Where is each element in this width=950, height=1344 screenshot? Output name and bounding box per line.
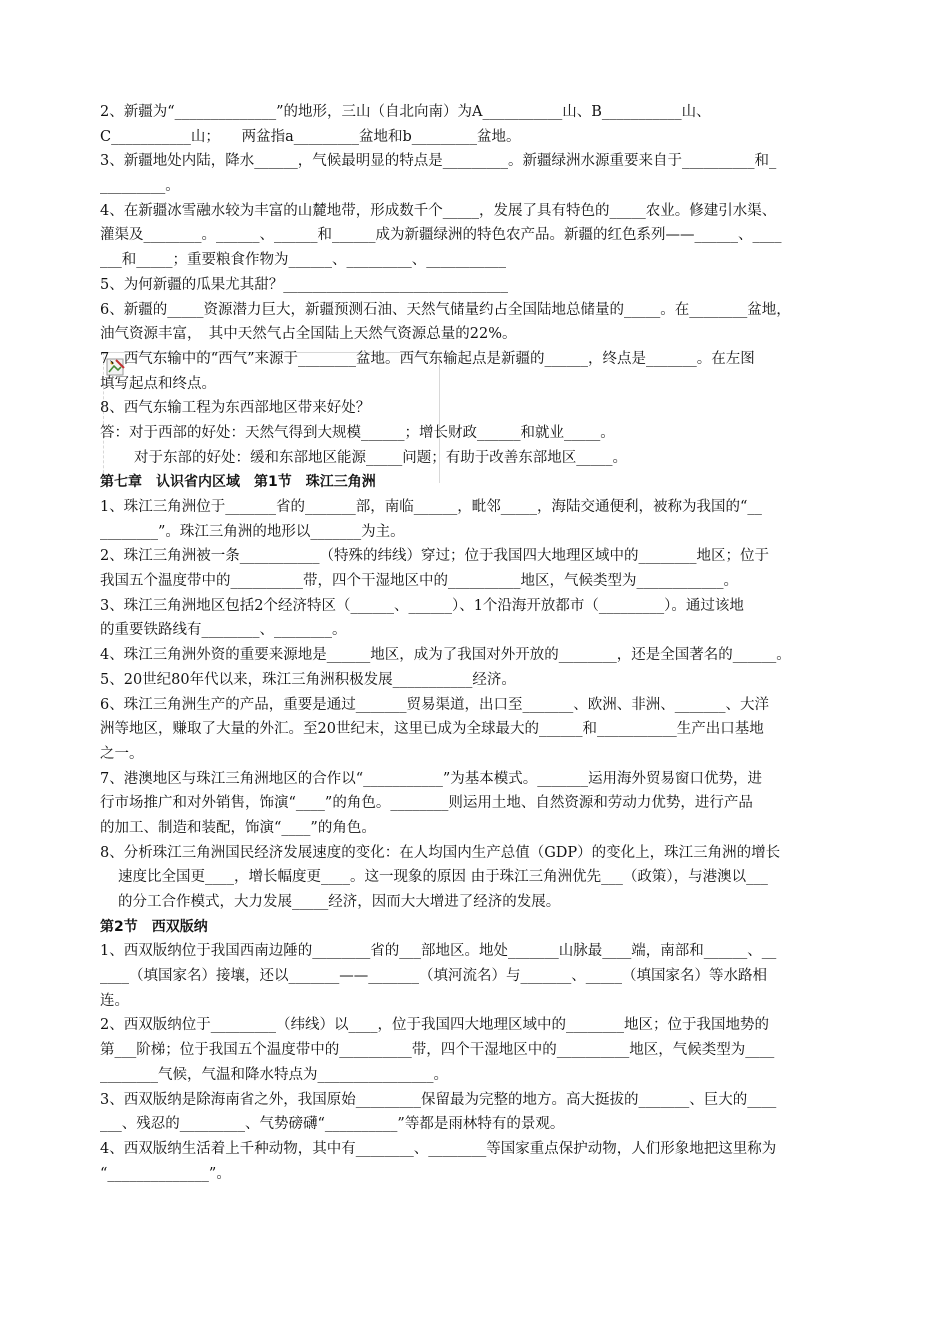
question-line: 7、港澳地区与珠江三角洲地区的合作以“___________”为基本模式。_______运用海外贸易窗口优势，进: [100, 770, 763, 787]
question-line: 行市场推广和对外销售，饰演“____”的角色。________则运用土地、自然资源和劳动力优势，进行产品: [100, 795, 753, 812]
answer-line: 答：对于西部的好处：天然气得到大规模______；增长财政______和就业_____。: [100, 424, 615, 441]
question-line: 3、西双版纳是除海南省之外，我国原始_________保留最为完整的地方。高大挺拔的_______、巨大的____: [100, 1091, 777, 1108]
question-line: 1、西双版纳位于我国西南边陲的________省的___部地区。地处_______山脉最____端，南部和______、__: [100, 943, 777, 960]
question-line: 3、新疆地处内陆，降水______，气候最明显的特点是_________。新疆绿洲水源重要来自于__________和_: [100, 153, 777, 170]
question-line: ___和_____；重要粮食作物为______、_________、___________: [100, 252, 506, 269]
question-line: “______________”。: [100, 1165, 231, 1182]
question-line: _________。: [100, 178, 180, 195]
question-line: ________”。珠江三角洲的地形以_______为主。: [100, 523, 405, 540]
question-line: 灌渠及________。______、______和______成为新疆绿洲的特色农产品。新疆的红色系列——______、____: [100, 227, 782, 244]
question-line: 2、新疆为“______________”的地形，三山（自北向南）为A___________山、B___________山、: [100, 104, 711, 120]
question-line: 5、20世纪80年代以来，珠江三角洲积极发展___________经济。: [100, 671, 516, 688]
question-line: 5、为何新疆的瓜果尤其甜？_______________________________: [100, 276, 508, 293]
question-line: 4、在新疆冰雪融水较为丰富的山麓地带，形成数千个_____，发展了具有特色的_____农业。修建引水渠、: [100, 202, 777, 219]
question-line: 4、西双版纳生活着上千种动物，其中有________、________等国家重点保护动物，人们形象地把这里称为: [100, 1140, 777, 1157]
question-line: 3、珠江三角洲地区包括2个经济特区（______、______）、1个沿海开放都市（_________）。通过该地: [100, 597, 744, 614]
question-line: ________气候，气温和降水特点为________________。: [100, 1066, 448, 1083]
question-line: 6、新疆的_____资源潜力巨大，新疆预测石油、天然气储量约占全国陆地总储量的_____。在________盆地，: [100, 301, 791, 318]
question-line: 填写起点和终点。: [100, 375, 216, 392]
question-line: 第___阶梯；位于我国五个温度带中的__________带，四个干湿地区中的__________地区，气候类型为____: [100, 1042, 775, 1059]
question-line: 我国五个温度带中的__________带，四个干湿地区中的__________地区，气候类型为____________。: [100, 573, 738, 590]
question-line: C___________山； 两盆指a_________盆地和b_________盆地。: [100, 128, 521, 145]
question-line: 的重要铁路线有________、________。: [100, 622, 347, 639]
question-line: 6、珠江三角洲生产的产品，重要是通过_______贸易渠道，出口至_______、欧洲、非洲、_______、大洋: [100, 696, 769, 713]
question-line: 4、珠江三角洲外资的重要来源地是______地区，成为了我国对外开放的________，还是全国著名的______。: [100, 647, 791, 664]
question-line: 8、西气东输工程为东西部地区带来好处？: [100, 400, 371, 417]
question-line: 的分工合作模式，大力发展_____经济，因而大大增进了经济的发展。: [118, 894, 561, 910]
section-heading: 第2节 西双版纳: [100, 918, 208, 935]
question-line: 2、珠江三角洲被一条___________（特殊的纬线）穿过；位于我国四大地理区域中的________地区；位于: [100, 548, 769, 565]
question-line: 2、西双版纳位于_________（纬线）以____，位于我国四大地理区域中的________地区；位于我国地势的: [100, 1017, 769, 1034]
worksheet-page: [100, 100, 890, 1186]
question-line: 7、西气东输中的“西气”来源于________盆地。西气东输起点是新疆的______，终点是_______。在左图: [100, 350, 755, 367]
question-line: 8、分析珠江三角洲国民经济发展速度的变化：在人均国内生产总值（GDP）的变化上，珠江三角洲的增长: [100, 844, 781, 861]
question-line: 之一。: [100, 745, 144, 762]
question-line: 的加工、制造和装配，饰演“____”的角色。: [100, 819, 376, 836]
question-line: 1、珠江三角洲位于_______省的_______部，南临______，毗邻_____，海陆交通便利，被称为我国的“__: [100, 499, 762, 515]
answer-line: 对于东部的好处：缓和东部地区能源_____问题；有助于改善东部地区_____。: [134, 449, 627, 466]
question-line: ___、残忍的_________、气势磅礴“__________”等都是雨林特有的景观。: [100, 1116, 565, 1133]
question-line: 连。: [100, 992, 129, 1009]
chapter-heading: 第七章 认识省内区域 第1节 珠江三角洲: [100, 474, 376, 491]
question-line: 速度比全国更____，增长幅度更____。这一现象的原因 由于珠江三角洲优先___（政策），与港澳以___: [118, 869, 768, 886]
question-line: ____（填国家名）接壤，还以_______——_______（填河流名）与_______、_____（填国家名）等水路相: [100, 968, 767, 985]
question-line: 油气资源丰富， 其中天然气占全国陆上天然气资源总量的22%。: [100, 326, 517, 343]
question-line: 洲等地区，赚取了大量的外汇。至20世纪末，这里已成为全球最大的______和___________生产出口基地: [100, 721, 764, 738]
